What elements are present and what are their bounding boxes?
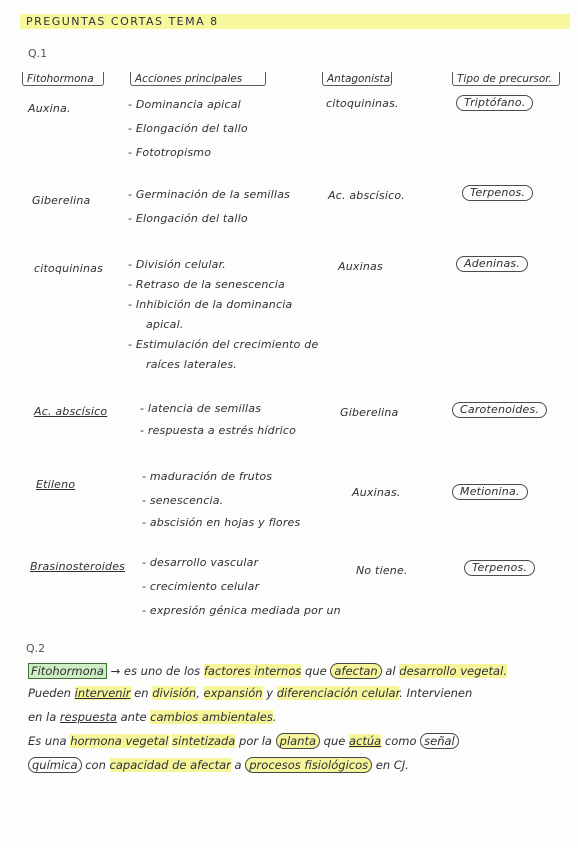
answer-line-3: en la respuesta ante cambios ambientales. (28, 710, 277, 724)
header-precursor: Tipo de precursor. (452, 72, 560, 86)
row-action: - Dominancia apical (128, 98, 241, 111)
row-antagonist: Ac. abscísico. (328, 189, 405, 202)
row-action: - Retraso de la senescencia (128, 278, 285, 291)
row-action: - senescencia. (142, 494, 224, 507)
question-2-number: Q.2 (26, 642, 46, 655)
row-antagonist: Auxinas. (352, 486, 401, 499)
answer-line-4: Es una hormona vegetal sintetizada por la planta que actúa como señal (28, 734, 459, 748)
row-hormone: Auxina. (28, 102, 71, 115)
row-hormone: Ac. abscísico (34, 405, 108, 418)
row-precursor: Terpenos. (462, 185, 533, 201)
row-action: - crecimiento celular (142, 580, 260, 593)
row-action: - Inhibición de la dominancia (128, 298, 293, 311)
row-action: - maduración de frutos (142, 470, 273, 483)
row-action: apical. (146, 318, 184, 331)
answer-line-2: Pueden intervenir en división, expansión y diferenciación celular. Intervienen (28, 686, 473, 700)
question-1-number: Q.1 (28, 47, 48, 60)
row-hormone: Giberelina (32, 194, 91, 207)
row-antagonist: citoquininas. (326, 97, 399, 110)
row-antagonist: Auxinas (338, 260, 383, 273)
header-antagonist: Antagonista. (322, 72, 392, 86)
row-precursor: Terpenos. (464, 560, 535, 576)
term-fitohormona: Fitohormona (28, 663, 107, 679)
header-actions: Acciones principales (130, 72, 266, 86)
row-action: - latencia de semillas (140, 402, 262, 415)
row-action: - expresión génica mediada por un (142, 604, 341, 617)
row-action: - Elongación del tallo (128, 212, 248, 225)
row-action: - Germinación de la semillas (128, 188, 291, 201)
row-antagonist: No tiene. (356, 564, 408, 577)
answer-line-1: Fitohormona → es uno de los factores internos que afectan al desarrollo vegetal. (28, 664, 507, 678)
answer-line-5: química con capacidad de afectar a procesos fisiológicos en CJ. (28, 758, 409, 772)
row-action: - desarrollo vascular (142, 556, 259, 569)
row-antagonist: Giberelina (340, 406, 399, 419)
row-hormone: Etileno (36, 478, 76, 491)
header-hormone: Fitohormona (22, 72, 104, 86)
row-action: - División celular. (128, 258, 226, 271)
row-action: - Estimulación del crecimiento de (128, 338, 319, 351)
row-action: - Fototropismo (128, 146, 212, 159)
row-action: - Elongación del tallo (128, 122, 248, 135)
row-hormone: Brasinosteroides (30, 560, 126, 573)
row-precursor: Metionina. (452, 484, 528, 500)
row-action: - abscisión en hojas y flores (142, 516, 301, 529)
row-hormone: citoquininas (34, 262, 104, 275)
row-action: - respuesta a estrés hídrico (140, 424, 297, 437)
row-precursor: Triptófano. (456, 95, 533, 111)
row-action: raíces laterales. (146, 358, 237, 371)
row-precursor: Adeninas. (456, 256, 528, 272)
row-precursor: Carotenoides. (452, 402, 547, 418)
page-title: PREGUNTAS CORTAS TEMA 8 (26, 15, 219, 28)
